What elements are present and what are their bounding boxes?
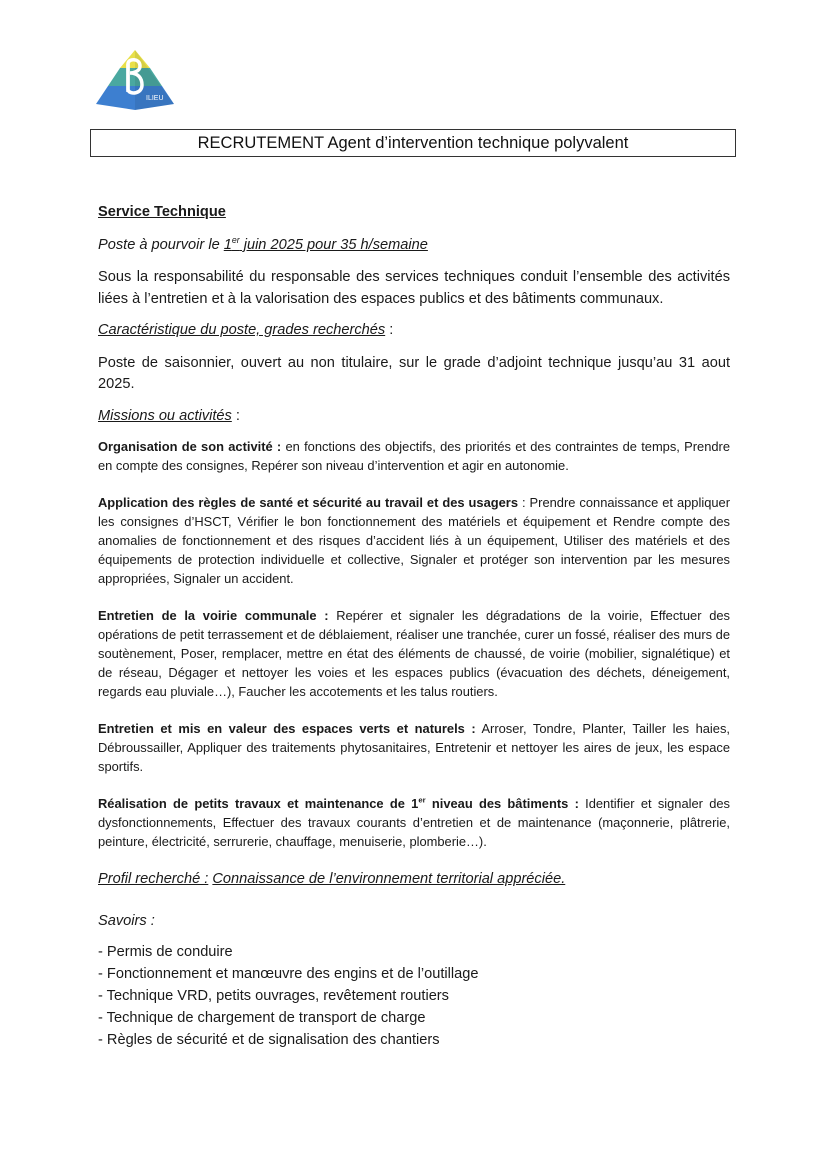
title-text: RECRUTEMENT Agent d’intervention technique polyvalent: [197, 133, 629, 152]
service-heading: Service Technique: [98, 204, 226, 220]
list-item: - Règles de sécurité et de signalisation des chantiers: [98, 1032, 440, 1048]
profil-line: Profil recherché : Connaissance de l’environnement territorial appréciée.: [98, 871, 566, 887]
caracteristique-text: Poste de saisonnier, ouvert au non titulaire, sur le grade d’adjoint technique jusqu’au 31 aout 2025.: [98, 354, 730, 392]
list-item: - Fonctionnement et manœuvre des engins et de l’outillage: [98, 966, 479, 982]
intro-paragraph: Sous la responsabilité du responsable des services techniques conduit l’ensemble des activités liées à l’entretien et à la valorisation des espaces publics et des bâtiments communaux.: [98, 269, 730, 307]
list-item: - Technique VRD, petits ouvrages, revêtement routiers: [98, 988, 449, 1004]
svg-text:ILIEU: ILIEU: [146, 95, 164, 102]
document-body: [98, 200, 730, 1051]
poste-line: Poste à pourvoir le 1er juin 2025 pour 35 h/semaine: [98, 234, 428, 253]
caracteristique-heading: Caractéristique du poste, grades recherchés :: [98, 322, 394, 338]
pyramid-logo-icon: [94, 48, 176, 112]
mission-item: Entretien et mis en valeur des espaces verts et naturels : Arroser, Tondre, Planter, Tailler les haies, Débroussailler, Appliquer des traitements phytosanitaires, Entretenir et nettoyer les aires de jeux, les espace sportifs.: [98, 721, 730, 774]
mission-item: Réalisation de petits travaux et maintenance de 1er niveau des bâtiments : Identifier et signaler des dysfonctionnements, Effectuer des travaux courants d’entretien et de maintenance (maçonnerie, plâtrerie, peinture, électricité, serrurerie, chauffage, menuiserie, plomberie…).: [98, 795, 731, 849]
poste-date: 1er juin 2025 pour 35 h/semaine: [223, 234, 428, 253]
mission-item: Entretien de la voirie communale : Repérer et signaler les dégradations de la voirie, Effectuer des opérations de petit terrassement et de déblaiement, réaliser une tranchée, curer un fossé, réaliser des murs de soutènement, Poser, remplacer, mettre en état des éléments de chaussé, de voirie (mobilier, signalétique) et de réseau, Dégager et nettoyer les voies et les espaces publics (évacuation des déchets, déneigement, regards eau pluviale…), Faucher les accotements et les talus routiers.: [98, 608, 730, 699]
savoirs-heading: Savoirs :: [98, 912, 155, 929]
list-item: - Permis de conduire: [98, 944, 233, 960]
list-item: - Technique de chargement de transport de charge: [98, 1010, 426, 1026]
missions-heading: Missions ou activités :: [98, 407, 240, 424]
mission-item: Application des règles de santé et sécurité au travail et des usagers : Prendre connaissance et appliquer les consignes d’HSCT, Vérifier le bon fonctionnement des matériels et équipement et Rendre compte des anomalies de fonctionnement et des risques d’accident liés à un équipement, Utiliser des matériels et des équipements de protection individuelle et collective, Signaler et protéger son intervention par les mesures appropriées, Signaler un accident.: [98, 495, 730, 586]
savoirs-list: [98, 941, 730, 1051]
page-title: [90, 129, 736, 157]
mission-item: Organisation de son activité : en fonctions des objectifs, des priorités et des contraintes de temps, Prendre en compte des consignes, Repérer son niveau d’intervention et agir en autonomie.: [98, 439, 730, 473]
